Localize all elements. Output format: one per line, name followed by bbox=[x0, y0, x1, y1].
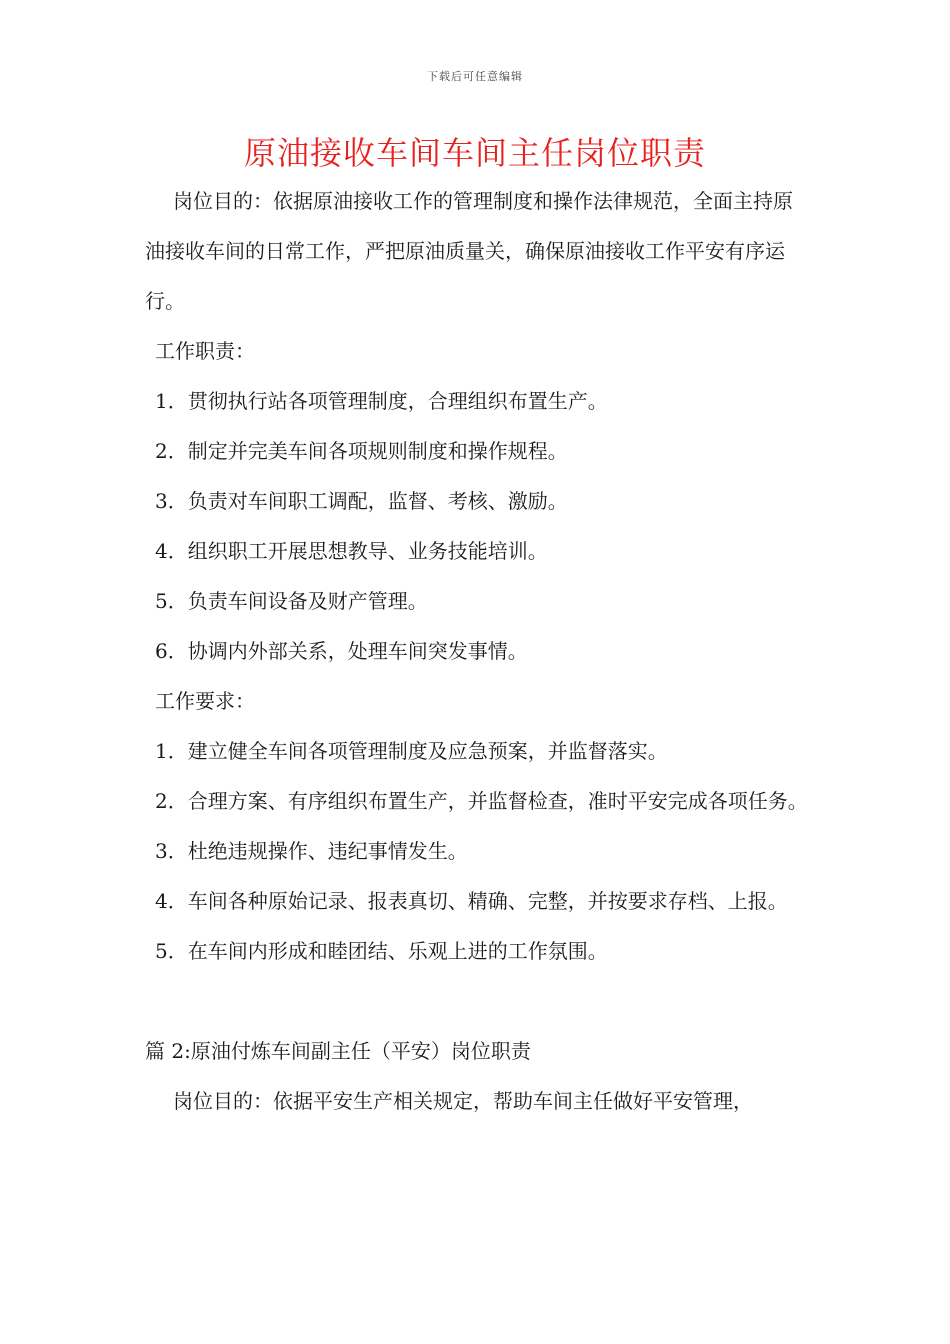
section2-purpose: 岗位目的：依据平安生产相关规定，帮助车间主任做好平安管理， bbox=[173, 1089, 753, 1113]
purpose-paragraph: 岗位目的：依据原油接收工作的管理制度和操作法律规范，全面主持原油接收车间的日常工作，严把原油质量关，确保原油接收工作平安有序运行。 bbox=[145, 189, 793, 313]
document-body bbox=[145, 176, 810, 1126]
list-item: 3．杜绝违规操作、违纪事情发生。 bbox=[155, 839, 468, 863]
list-item: 1．建立健全车间各项管理制度及应急预案，并监督落实。 bbox=[155, 739, 668, 763]
list-item: 4．组织职工开展思想教导、业务技能培训。 bbox=[155, 539, 548, 563]
list-item: 5．在车间内形成和睦团结、乐观上进的工作氛围。 bbox=[155, 939, 608, 963]
list-item: 6．协调内外部关系，处理车间突发事情。 bbox=[155, 639, 528, 663]
list-item: 2．制定并完美车间各项规则制度和操作规程。 bbox=[155, 439, 568, 463]
requirements-heading: 工作要求： bbox=[155, 689, 255, 713]
section2-title: 篇 2:原油付炼车间副主任（平安）岗位职责 bbox=[145, 1039, 531, 1063]
section-gap bbox=[145, 976, 810, 1026]
list-item: 5．负责车间设备及财产管理。 bbox=[155, 589, 428, 613]
header-note: 下载后可任意编辑 bbox=[427, 70, 523, 83]
document-title: 原油接收车间车间主任岗位职责 bbox=[243, 134, 706, 172]
duties-heading: 工作职责： bbox=[155, 339, 255, 363]
list-item: 4．车间各种原始记录、报表真切、精确、完整，并按要求存档、上报。 bbox=[155, 889, 788, 913]
list-item: 1．贯彻执行站各项管理制度，合理组织布置生产。 bbox=[155, 389, 608, 413]
list-item: 2．合理方案、有序组织布置生产，并监督检查，准时平安完成各项任务。 bbox=[155, 789, 808, 813]
list-item: 3．负责对车间职工调配，监督、考核、激励。 bbox=[155, 489, 568, 513]
